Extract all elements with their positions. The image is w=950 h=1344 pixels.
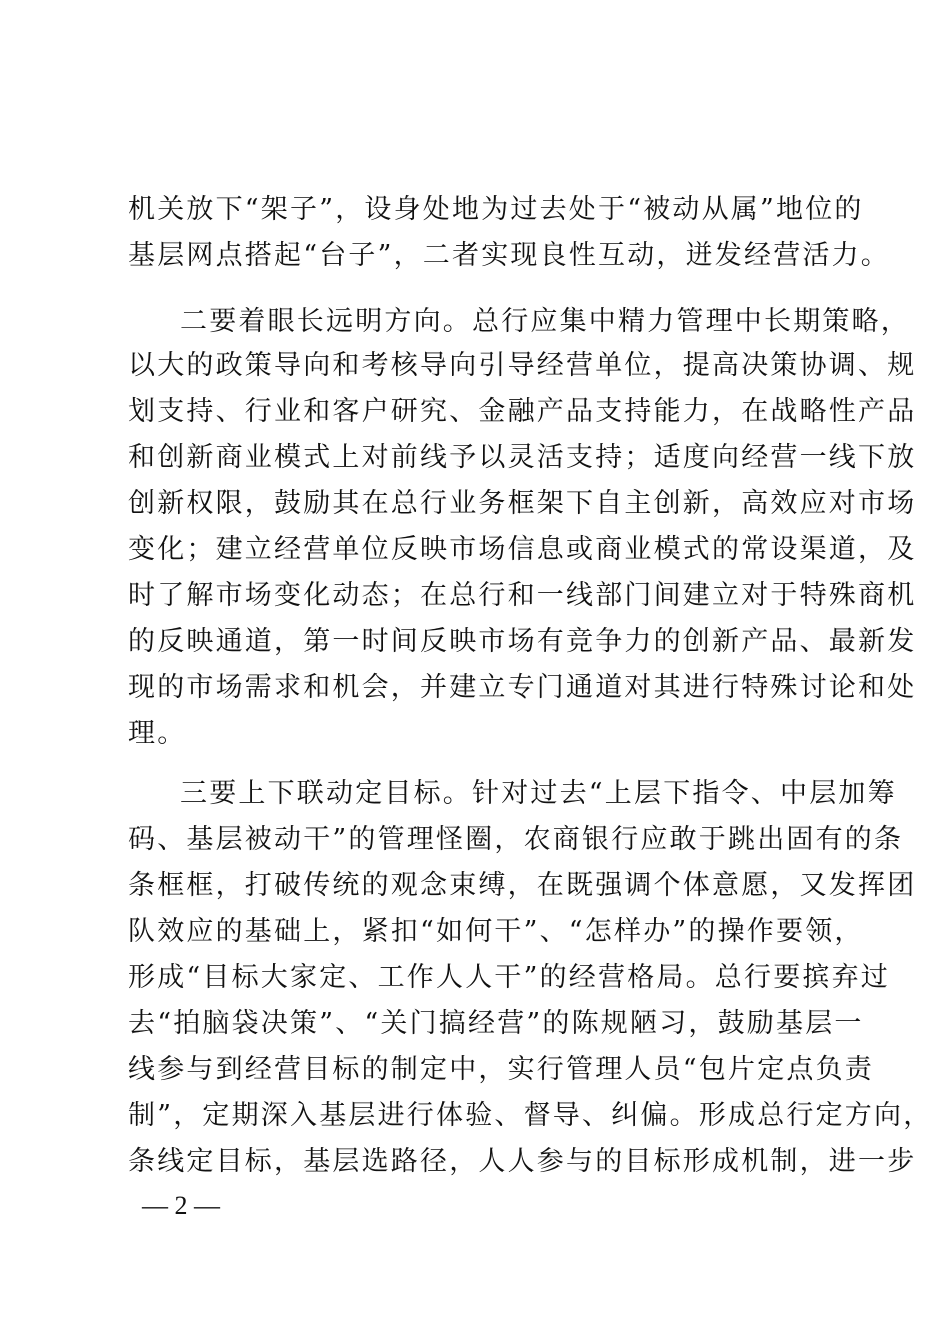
text-line: 现的市场需求和机会，并建立专门通道对其进行特殊讨论和处 — [128, 672, 917, 703]
text-line: 的反映通道，第一时间反映市场有竞争力的创新产品、最新发 — [128, 626, 917, 657]
text-line: 创新权限，鼓励其在总行业务框架下自主创新，高效应对市场 — [128, 488, 917, 519]
text-line: 队效应的基础上，紧扣“如何干”、“怎样办”的操作要领， — [128, 916, 864, 947]
text-line: 制”，定期深入基层进行体验、督导、纠偏。形成总行定方向， — [128, 1100, 933, 1131]
text-line: 码、基层被动干”的管理怪圈，农商银行应敢于跳出固有的条 — [128, 824, 904, 855]
text-line: 理。 — [128, 718, 187, 749]
text-line: 形成“目标大家定、工作人人干”的经营格局。总行要摈弃过 — [128, 962, 891, 993]
text-line: 条线定目标，基层选路径，人人参与的目标形成机制，进一步 — [128, 1146, 917, 1177]
text-line: 去“拍脑袋决策”、“关门搞经营”的陈规陋习，鼓励基层一 — [128, 1008, 864, 1039]
text-line: 变化；建立经营单位反映市场信息或商业模式的常设渠道，及 — [128, 534, 917, 565]
page-number: — 2 — — [142, 1191, 220, 1220]
text-line: 二要着眼长远明方向。总行应集中精力管理中长期策略， — [180, 306, 910, 337]
text-line: 以大的政策导向和考核导向引导经营单位，提高决策协调、规 — [128, 350, 917, 381]
text-line: 和创新商业模式上对前线予以灵活支持；适度向经营一线下放 — [128, 442, 917, 473]
text-line: 基层网点搭起“台子”，二者实现良性互动，迸发经营活力。 — [128, 240, 891, 271]
text-line: 划支持、行业和客户研究、金融产品支持能力，在战略性产品 — [128, 396, 917, 427]
text-line: 机关放下“架子”，设身处地为过去处于“被动从属”地位的 — [128, 194, 864, 225]
text-line: 时了解市场变化动态；在总行和一线部门间建立对于特殊商机 — [128, 580, 917, 611]
text-line: 三要上下联动定目标。针对过去“上层下指令、中层加筹 — [180, 778, 897, 809]
text-line: 条框框，打破传统的观念束缚，在既强调个体意愿，又发挥团 — [128, 870, 917, 901]
text-line: 线参与到经营目标的制定中，实行管理人员“包片定点负责 — [128, 1054, 875, 1085]
